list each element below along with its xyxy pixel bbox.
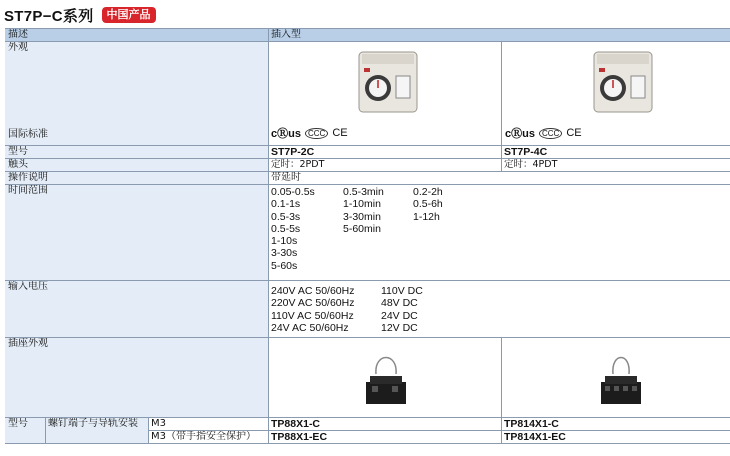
row-label-appearance: 外观	[8, 42, 28, 53]
time-range-item: 3-30min	[343, 210, 381, 223]
csa-mark-icon: CCC	[539, 128, 562, 139]
time-range-item: 0.5-6h	[413, 198, 443, 211]
ul-mark-icon: cⓇus	[271, 128, 301, 140]
time-range-seconds	[271, 186, 315, 272]
time-range-item: 0.5-3min	[343, 186, 384, 198]
voltage-item: 110V AC 50/60Hz	[271, 309, 354, 322]
divider	[45, 417, 46, 443]
voltage-item: 220V AC 50/60Hz	[271, 297, 355, 310]
divider	[501, 41, 502, 145]
row-label-screw-rail: 螺钉端子与导轨安装	[48, 418, 138, 429]
spec-table	[5, 28, 730, 456]
tp88x1-socket-image	[362, 346, 410, 410]
time-range-item: 0.5-5s	[271, 222, 301, 235]
voltage-item: 240V AC 50/60Hz	[271, 285, 355, 297]
divider	[5, 443, 730, 444]
ce-mark-icon: CE	[566, 127, 582, 139]
time-range-minutes	[343, 186, 384, 235]
st7p-2c-relay-image	[356, 50, 420, 116]
operation-value: 带延时	[271, 172, 301, 183]
certs-2c	[271, 125, 348, 141]
time-range-item: 0.05-0.5s	[271, 186, 315, 198]
ce-mark-icon: CE	[332, 127, 348, 139]
st7p-4c-relay-image	[591, 50, 655, 116]
contacts-2c: 定时：2PDT	[271, 159, 325, 170]
time-range-item: 1-10s	[271, 235, 298, 248]
time-range-item: 3-30s	[271, 247, 298, 260]
row-label-standards: 国际标准	[8, 129, 48, 140]
divider	[5, 337, 730, 338]
row-label-socket-appearance: 插座外观	[8, 338, 48, 349]
divider	[5, 171, 730, 172]
time-range-item: 0.1-1s	[271, 198, 301, 211]
time-range-item: 1-10min	[343, 198, 381, 211]
voltage-item: 110V DC	[381, 285, 423, 297]
csa-mark-icon: CCC	[305, 128, 328, 139]
socket-m3-4c: TP814X1-C	[504, 418, 559, 430]
row-label-m3-finger: M3（带手指安全保护）	[148, 430, 268, 444]
header-description: 描述	[8, 29, 28, 40]
time-range-hours	[413, 186, 443, 223]
divider	[5, 145, 730, 146]
divider	[148, 430, 730, 431]
tp814x1-socket-image	[597, 346, 645, 410]
voltage-dc-list	[381, 285, 423, 334]
voltage-item: 48V DC	[381, 297, 418, 310]
row-label-time-range: 时间范围	[8, 185, 48, 196]
voltage-item: 24V AC 50/60Hz	[271, 321, 349, 334]
label-col-time	[5, 184, 268, 280]
socket-m3-finger-4c: TP814X1-EC	[504, 431, 566, 443]
time-range-item: 5-60s	[271, 259, 298, 272]
row-label-operation: 操作说明	[8, 172, 48, 183]
voltage-item: 24V DC	[381, 309, 418, 322]
divider	[5, 28, 730, 29]
row-label-input-voltage: 输入电压	[8, 281, 48, 292]
row-label-socket-model: 型号	[8, 418, 28, 429]
china-product-badge: 中国产品	[102, 7, 156, 23]
socket-m3-2c: TP88X1-C	[271, 418, 321, 430]
row-label-contacts: 触头	[8, 159, 28, 170]
model-4c: ST7P-4C	[504, 146, 548, 158]
row-label-m3: M3	[148, 417, 268, 431]
model-2c: ST7P-2C	[271, 146, 315, 158]
divider	[5, 184, 730, 185]
divider	[268, 28, 269, 443]
time-range-item: 0.2-2h	[413, 186, 443, 198]
divider	[148, 417, 149, 443]
contacts-4c: 定时：4PDT	[504, 159, 558, 170]
divider	[501, 145, 502, 171]
page-title	[4, 4, 156, 26]
divider	[5, 417, 730, 418]
voltage-item: 12V DC	[381, 321, 418, 334]
time-range-item: 5-60min	[343, 222, 381, 235]
socket-m3-finger-2c: TP88X1-EC	[271, 431, 328, 443]
divider	[501, 337, 502, 443]
time-range-item: 1-12h	[413, 210, 440, 223]
divider	[5, 280, 730, 281]
row-label-model: 型号	[8, 146, 28, 157]
ul-mark-icon: cⓇus	[505, 128, 535, 140]
time-range-item: 0.5-3s	[271, 210, 301, 223]
voltage-ac-list	[271, 285, 354, 334]
certs-4c	[505, 125, 582, 141]
series-title: ST7P−C系列	[4, 7, 94, 25]
header-plug-in: 插入型	[271, 29, 301, 40]
divider	[5, 41, 730, 42]
divider	[5, 158, 730, 159]
